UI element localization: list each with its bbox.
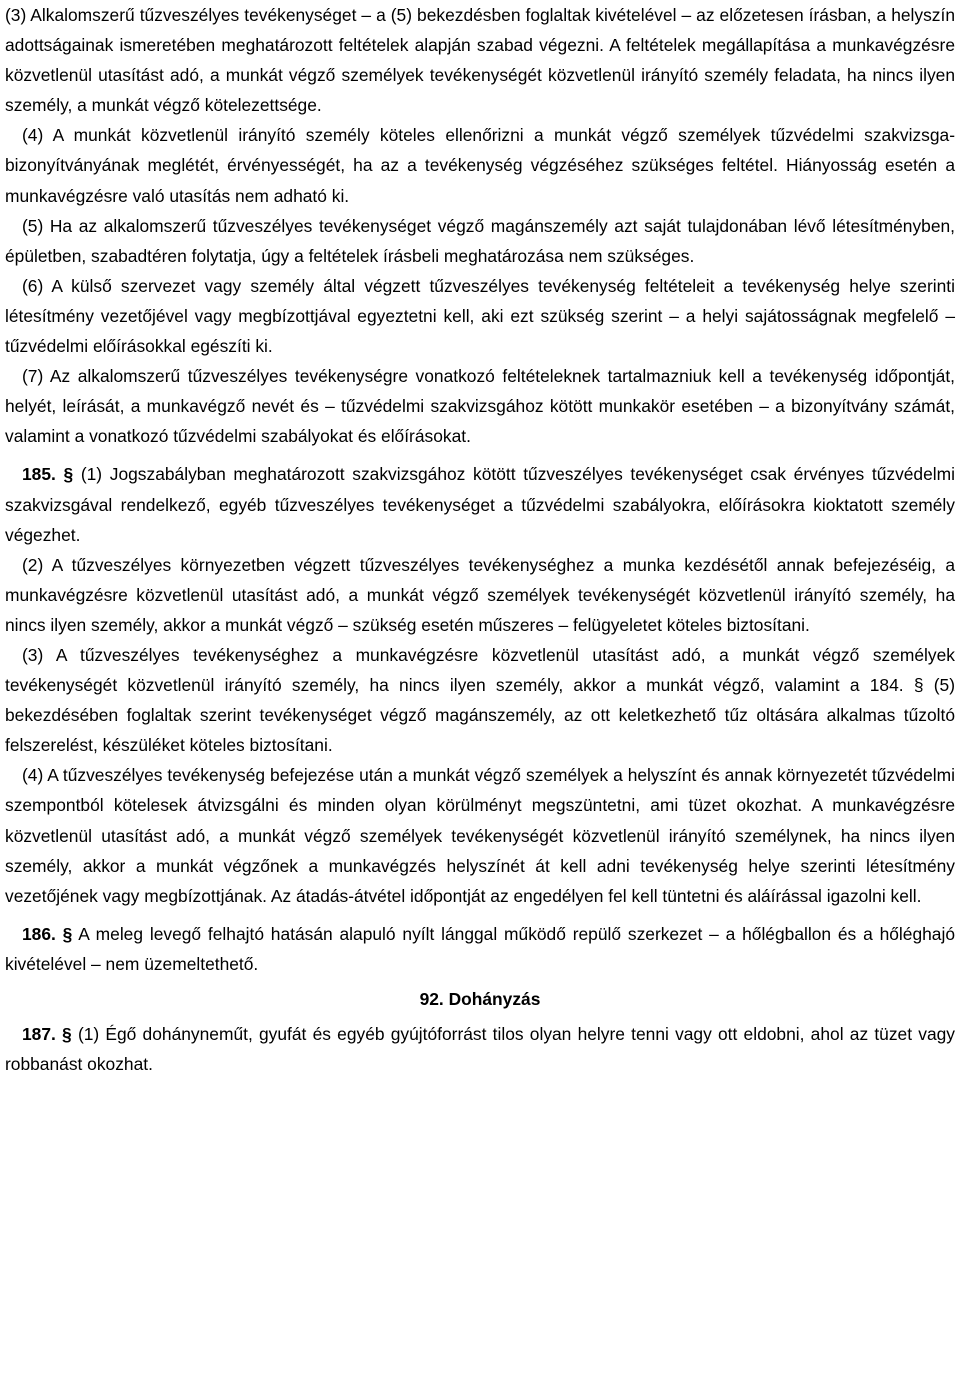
section-185-paragraph-3: (3) A tűzveszélyes tevékenységhez a munkavégzésre közvetlenül utasítást adó, a munkát végző személyek tevékenységét közvetlenül irányító személy, ha nincs ilyen személy, akkor a munkát végző, valamint a 184. § (5) bekezdésében foglaltak szerint tevékenységet végző magánszemély, az ott keletkezhető tűz oltására alkalmas tűzoltó felszerelést, készüléket köteles biztosítani. — [5, 644, 955, 756]
section-number-185: 185. § — [22, 464, 74, 485]
section-number-187: 187. § — [22, 1024, 72, 1045]
section-187-paragraph-1 — [5, 1019, 955, 1079]
section-187-text-1: (1) Égő dohányneműt, gyufát és egyéb gyújtóforrást tilos olyan helyre tenni vagy ott eldobni, ahol az tüzet vagy robbanást okozhat. — [5, 1024, 955, 1075]
chapter-heading-92: 92. Dohányzás — [419, 989, 541, 1009]
paragraph-184-6: (6) A külső szervezet vagy személy által végzett tűzveszélyes tevékenység feltételeit a tevékenység helye szerinti létesítmény vezetőjével vagy megbízottjával egyeztetni kell, aki ezt szükség szerint – a helyi sajátosságnak megfelelő – tűzvédelmi előírásokkal egészíti ki. — [5, 275, 955, 357]
paragraph-184-4: (4) A munkát közvetlenül irányító személy köteles ellenőrizni a munkát végző személyek tűzvédelmi szakvizsga-bizonyítványának meglétét, érvényességét, ha az a tevékenység végzéséhez szükséges feltétel. Hiányosság esetén a munkavégzésre való utasítás nem adható ki. — [5, 125, 955, 206]
section-185-paragraph-1 — [5, 459, 955, 549]
paragraph-184-3: (3) Alkalomszerű tűzveszélyes tevékenységet – a (5) bekezdésben foglaltak kivételével – az előzetesen írásban, a helyszín adottságainak ismeretében meghatározott feltételek alapján szabad végezni. A feltételek megállapítása a munkavégzésre közvetlenül utasítást adó, a munkát végző személyek tevékenységét közvetlenül irányító személy feladata, ha nincs ilyen személy, a munkát végző kötelezettsége. — [5, 5, 955, 116]
section-186-paragraph — [5, 919, 955, 979]
section-number-186: 186. § — [22, 923, 73, 944]
section-185-paragraph-2: (2) A tűzveszélyes környezetben végzett tűzveszélyes tevékenységhez a munka kezdésétől annak befejezéséig, a munkavégzésre közvetlenül utasítást adó, a munkát végző személyek tevékenységét közvetlenül irányító személy, ha nincs ilyen személy, akkor a munkát végző – szükség esetén műszeres – felügyeletet köteles biztosítani. — [5, 554, 955, 635]
section-185-paragraph-4: (4) A tűzveszélyes tevékenység befejezése után a munkát végző személyek a helyszínt és annak környezetét tűzvédelmi szempontból kötelesek átvizsgálni és minden olyan körülményt megszüntetni, ami tüzet okozhat. A munkavégzésre közvetlenül utasítást adó, a munkát végző személyek tevékenységét közvetlenül irányító személynek, ha nincs ilyen személy, akkor a munkát végzőnek a munkavégzés helyszínét át kell adni tevékenység helye szerinti létesítmény vezetőjének vagy megbízottjának. Az átadás-átvétel időpontját az engedélyen fel kell tüntetni és aláírással igazolni kell. — [5, 765, 955, 906]
paragraph-184-5: (5) Ha az alkalomszerű tűzveszélyes tevékenységet végző magánszemély azt saját tulajdonában lévő létesítményben, épületben, szabadtéren folytatja, úgy a feltételek írásbeli meghatározása nem szükséges. — [5, 215, 955, 266]
paragraph-184-7: (7) Az alkalomszerű tűzveszélyes tevékenységre vonatkozó feltételeknek tartalmazniuk kell a tevékenység időpontját, helyét, leírását, a munkavégző nevét és – tűzvédelmi szakvizsgához kötött munkakör esetében – a bizonyítvány számát, valamint a vonatkozó tűzvédelmi szabályokat és előírásokat. — [5, 366, 955, 447]
section-186-text: A meleg levegő felhajtó hatásán alapuló nyílt lánggal működő repülő szerkezet – a hőlégballon és a hőléghajó kivételével – nem üzemeltethető. — [5, 923, 955, 974]
section-185-text-1: (1) Jogszabályban meghatározott szakvizsgához kötött tűzveszélyes tevékenységet csak érvényes tűzvédelmi szakvizsgával rendelkező, egyéb tűzveszélyes tevékenységet a tűzvédelmi szabályokra, előírásokra kioktatott személy végezhet. — [5, 464, 955, 545]
